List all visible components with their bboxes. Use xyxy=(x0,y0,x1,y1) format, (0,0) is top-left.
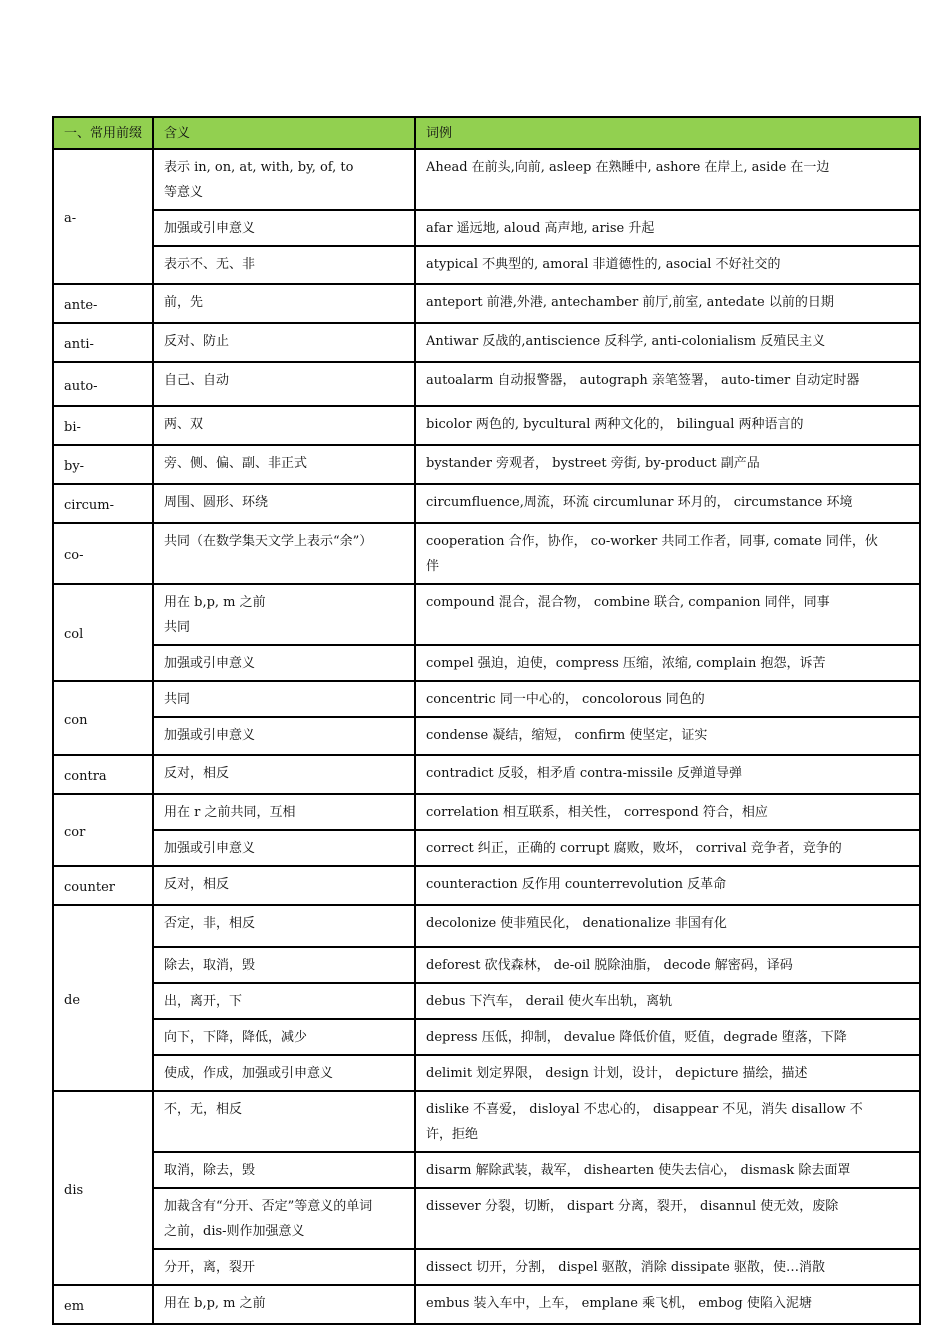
meaning-text: 加强或引申意义 xyxy=(164,841,256,856)
table-row xyxy=(53,905,920,947)
examples-cell xyxy=(415,1091,920,1152)
examples-text: embus 装入车中，上车， emplane 乘飞机， embog 使陷入泥塘 xyxy=(426,1296,812,1311)
examples-cell xyxy=(415,284,920,323)
examples-cell xyxy=(415,523,920,584)
meaning-text: 加强或引申意义 xyxy=(164,656,256,671)
table-row xyxy=(53,717,920,755)
prefix-cell: ante- xyxy=(53,284,153,323)
meaning-cell xyxy=(153,210,415,246)
examples-text: correct 纠正，正确的 corrupt 腐败，败坏， corrival 竞争者，竞争的 xyxy=(426,841,842,856)
table-row xyxy=(53,445,920,484)
examples-cell xyxy=(415,584,920,645)
examples-text: 伴 xyxy=(426,559,440,574)
meaning-text: 反对、防止 xyxy=(164,334,230,349)
meaning-cell xyxy=(153,794,415,830)
examples-cell xyxy=(415,323,920,362)
examples-text: disarm 解除武装，裁军， dishearten 使失去信心， dismask 除去面罩 xyxy=(426,1163,851,1178)
examples-cell xyxy=(415,755,920,794)
meaning-cell xyxy=(153,362,415,406)
examples-text: condense 凝结，缩短， confirm 使坚定，证实 xyxy=(426,728,708,743)
examples-text: deforest 砍伐森林， de-oil 脱除油脂， decode 解密码，译码 xyxy=(426,958,793,973)
prefix-cell: counter xyxy=(53,866,153,905)
examples-cell xyxy=(415,445,920,484)
header-examples: 词例 xyxy=(415,117,920,149)
meaning-text: 向下，下降，降低，减少 xyxy=(164,1030,308,1045)
meaning-text: 加强或引申意义 xyxy=(164,728,256,743)
examples-text: debus 下汽车， derail 使火车出轨，离轨 xyxy=(426,994,673,1009)
examples-cell xyxy=(415,1188,920,1249)
examples-text: dissect 切开，分割， dispel 驱散，消除 dissipate 驱散，使…消散 xyxy=(426,1260,825,1275)
examples-cell xyxy=(415,149,920,210)
examples-cell xyxy=(415,794,920,830)
meaning-text: 反对，相反 xyxy=(164,766,230,781)
table-row xyxy=(53,284,920,323)
examples-cell xyxy=(415,1285,920,1324)
examples-cell xyxy=(415,645,920,681)
table-row xyxy=(53,1249,920,1285)
header-meaning: 含义 xyxy=(153,117,415,149)
examples-cell xyxy=(415,866,920,905)
meaning-text: 否定，非，相反 xyxy=(164,916,256,931)
meaning-cell xyxy=(153,445,415,484)
examples-cell xyxy=(415,406,920,445)
examples-cell xyxy=(415,210,920,246)
examples-text: bystander 旁观者， bystreet 旁街, by-product 副产品 xyxy=(426,456,760,471)
meaning-text: 共同（在数学集天文学上表示“余”） xyxy=(164,534,373,549)
examples-text: concentric 同一中心的， concolorous 同色的 xyxy=(426,692,705,707)
meaning-text: 前，先 xyxy=(164,295,204,310)
meaning-text: 周围、圆形、环绕 xyxy=(164,495,269,510)
meaning-text: 取消，除去，毁 xyxy=(164,1163,256,1178)
examples-cell xyxy=(415,484,920,523)
prefix-cell: dis xyxy=(53,1091,153,1285)
meaning-cell xyxy=(153,1091,415,1152)
meaning-cell xyxy=(153,1019,415,1055)
meaning-cell xyxy=(153,284,415,323)
table-row xyxy=(53,983,920,1019)
meaning-cell xyxy=(153,1188,415,1249)
meaning-text: 表示 in, on, at, with, by, of, to xyxy=(164,160,354,175)
examples-text: afar 遥远地, aloud 高声地, arise 升起 xyxy=(426,221,655,236)
header-prefix: 一、常用前缀 xyxy=(53,117,153,149)
examples-cell xyxy=(415,983,920,1019)
meaning-cell xyxy=(153,905,415,947)
table-row xyxy=(53,1152,920,1188)
examples-text: dissever 分裂，切断， dispart 分离，裂开， disannul 使无效，废除 xyxy=(426,1199,839,1214)
table-header-row xyxy=(53,117,920,149)
meaning-text: 用在 b,p, m 之前 xyxy=(164,595,266,610)
prefix-cell: con xyxy=(53,681,153,755)
table-row xyxy=(53,755,920,794)
prefix-table-container xyxy=(52,116,919,1325)
prefix-cell: auto- xyxy=(53,362,153,406)
table-row xyxy=(53,645,920,681)
examples-cell xyxy=(415,947,920,983)
examples-text: counteraction 反作用 counterrevolution 反革命 xyxy=(426,877,727,892)
examples-text: contradict 反驳，相矛盾 contra-missile 反弹道导弹 xyxy=(426,766,742,781)
table-row xyxy=(53,210,920,246)
table-row xyxy=(53,323,920,362)
meaning-cell xyxy=(153,755,415,794)
meaning-text: 自己、自动 xyxy=(164,373,230,388)
examples-text: depress 压低，抑制， devalue 降低价值，贬值，degrade 堕落，下降 xyxy=(426,1030,847,1045)
examples-cell xyxy=(415,717,920,755)
table-row xyxy=(53,947,920,983)
examples-text: decolonize 使非殖民化， denationalize 非国有化 xyxy=(426,916,727,931)
meaning-text: 表示不、无、非 xyxy=(164,257,256,272)
meaning-text: 加强或引申意义 xyxy=(164,221,256,236)
table-row xyxy=(53,1091,920,1152)
meaning-cell xyxy=(153,1249,415,1285)
prefix-cell: col xyxy=(53,584,153,681)
meaning-cell xyxy=(153,406,415,445)
table-row xyxy=(53,866,920,905)
prefix-cell: de xyxy=(53,905,153,1091)
examples-text: anteport 前港,外港, antechamber 前厅,前室, antedate 以前的日期 xyxy=(426,295,834,310)
meaning-cell xyxy=(153,1055,415,1091)
prefix-cell: anti- xyxy=(53,323,153,362)
examples-cell xyxy=(415,1019,920,1055)
meaning-cell xyxy=(153,484,415,523)
meaning-text: 反对，相反 xyxy=(164,877,230,892)
meaning-cell xyxy=(153,246,415,284)
meaning-cell xyxy=(153,645,415,681)
examples-text: dislike 不喜爱， disloyal 不忠心的， disappear 不见，消失 disallow 不 xyxy=(426,1102,863,1117)
examples-text: autoalarm 自动报警器， autograph 亲笔签署， auto-timer 自动定时器 xyxy=(426,373,860,388)
table-row xyxy=(53,794,920,830)
table-row xyxy=(53,584,920,645)
table-row xyxy=(53,830,920,866)
prefix-cell: cor xyxy=(53,794,153,866)
meaning-text: 之前，dis-则作加强意义 xyxy=(164,1224,305,1239)
meaning-text: 共同 xyxy=(164,620,191,635)
meaning-text: 旁、侧、偏、副、非正式 xyxy=(164,456,308,471)
examples-cell xyxy=(415,1055,920,1091)
examples-cell xyxy=(415,1152,920,1188)
meaning-cell xyxy=(153,947,415,983)
examples-text: circumfluence,周流，环流 circumlunar 环月的， circumstance 环境 xyxy=(426,495,853,510)
examples-text: 许，拒绝 xyxy=(426,1127,479,1142)
meaning-text: 用在 b,p, m 之前 xyxy=(164,1296,266,1311)
meaning-cell xyxy=(153,983,415,1019)
examples-text: bicolor 两色的, bycultural 两种文化的， bilingual 两种语言的 xyxy=(426,417,804,432)
meaning-cell xyxy=(153,866,415,905)
meaning-cell xyxy=(153,1285,415,1324)
prefix-cell: em xyxy=(53,1285,153,1324)
table-row xyxy=(53,246,920,284)
table-row xyxy=(53,1188,920,1249)
examples-text: atypical 不典型的, amoral 非道德性的, asocial 不好社交的 xyxy=(426,257,781,272)
meaning-text: 用在 r 之前共同，互相 xyxy=(164,805,296,820)
examples-cell xyxy=(415,905,920,947)
prefix-cell: a- xyxy=(53,149,153,284)
meaning-cell xyxy=(153,149,415,210)
examples-cell xyxy=(415,246,920,284)
meaning-text: 不，无，相反 xyxy=(164,1102,243,1117)
meaning-cell xyxy=(153,323,415,362)
examples-text: delimit 划定界限， design 计划，设计， depicture 描绘，描述 xyxy=(426,1066,808,1081)
meaning-cell xyxy=(153,717,415,755)
examples-cell xyxy=(415,681,920,717)
meaning-cell xyxy=(153,584,415,645)
meaning-text: 等意义 xyxy=(164,185,204,200)
prefix-cell: contra xyxy=(53,755,153,794)
examples-text: correlation 相互联系，相关性， correspond 符合，相应 xyxy=(426,805,768,820)
table-row xyxy=(53,484,920,523)
table-row xyxy=(53,362,920,406)
examples-text: compel 强迫，迫使，compress 压缩，浓缩, complain 抱怨，诉苦 xyxy=(426,656,826,671)
meaning-cell xyxy=(153,1152,415,1188)
meaning-cell xyxy=(153,830,415,866)
examples-cell xyxy=(415,830,920,866)
prefix-cell: bi- xyxy=(53,406,153,445)
meaning-text: 加裁含有“分开、否定”等意义的单词 xyxy=(164,1199,373,1214)
meaning-text: 分开，离，裂开 xyxy=(164,1260,256,1275)
meaning-text: 两、双 xyxy=(164,417,204,432)
examples-text: Antiwar 反战的,antiscience 反科学, anti-colonialism 反殖民主义 xyxy=(426,334,826,349)
examples-text: cooperation 合作，协作， co-worker 共同工作者，同事, comate 同伴，伙 xyxy=(426,534,878,549)
table-row xyxy=(53,149,920,210)
table-row xyxy=(53,1055,920,1091)
prefix-cell: by- xyxy=(53,445,153,484)
examples-text: compound 混合，混合物， combine 联合, companion 同伴，同事 xyxy=(426,595,830,610)
meaning-cell xyxy=(153,523,415,584)
meaning-text: 共同 xyxy=(164,692,191,707)
prefix-cell: co- xyxy=(53,523,153,584)
table-row xyxy=(53,1285,920,1324)
examples-text: Ahead 在前头,向前, asleep 在熟睡中, ashore 在岸上, aside 在一边 xyxy=(426,160,830,175)
meaning-text: 使成，作成，加强或引申意义 xyxy=(164,1066,334,1081)
meaning-cell xyxy=(153,681,415,717)
examples-cell xyxy=(415,362,920,406)
table-row xyxy=(53,1019,920,1055)
table-row xyxy=(53,681,920,717)
meaning-text: 出，离开，下 xyxy=(164,994,243,1009)
meaning-text: 除去，取消，毁 xyxy=(164,958,256,973)
table-row xyxy=(53,523,920,584)
examples-cell xyxy=(415,1249,920,1285)
prefix-table xyxy=(52,116,921,1325)
prefix-cell: circum- xyxy=(53,484,153,523)
table-row xyxy=(53,406,920,445)
table-body xyxy=(53,149,920,1324)
